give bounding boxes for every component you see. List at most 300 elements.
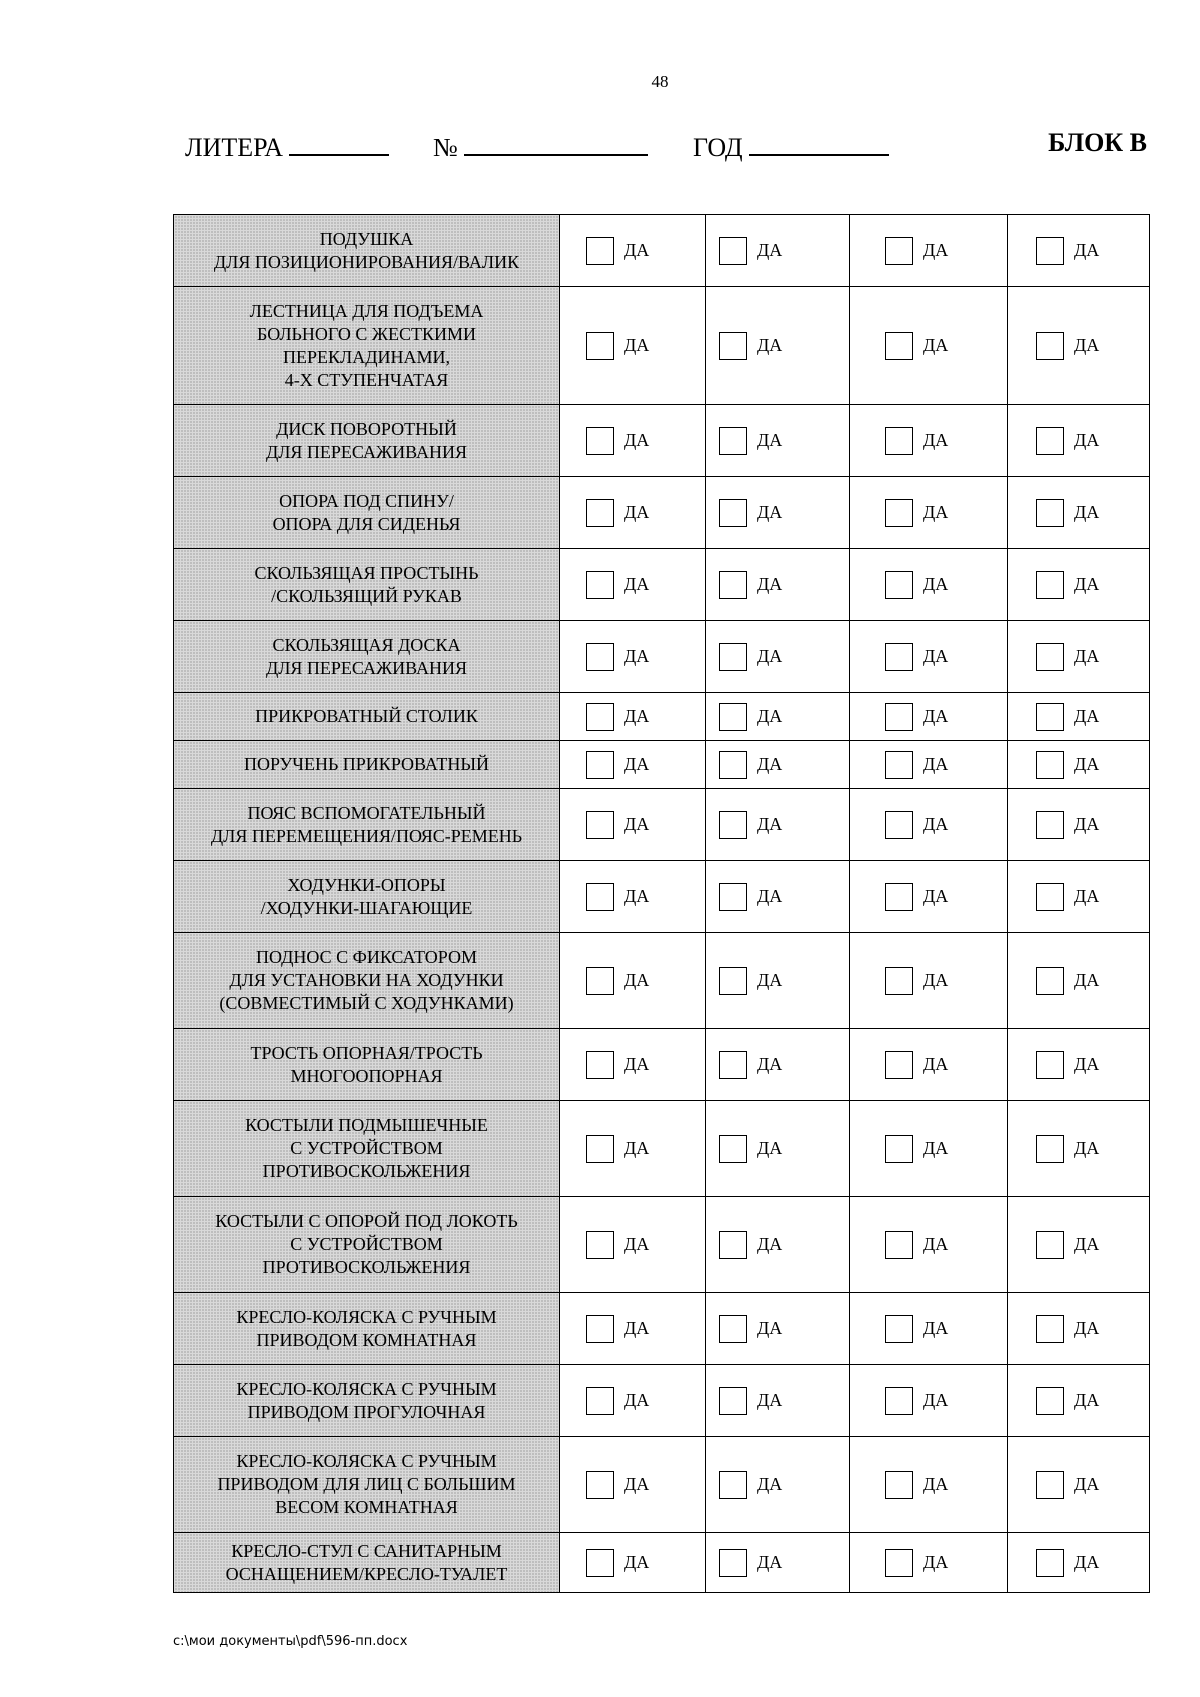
item-name-cell (174, 1533, 560, 1593)
option-wrapper (706, 1387, 849, 1415)
item-name-cell (174, 789, 560, 861)
table-row (174, 477, 1150, 549)
checkbox-label: ДА (757, 1318, 783, 1338)
option-wrapper (850, 1549, 1007, 1577)
checkbox[interactable] (586, 967, 614, 995)
checkbox[interactable] (719, 571, 747, 599)
item-name-line: /ХОДУНКИ-ШАГАЮЩИЕ (260, 897, 473, 918)
option-wrapper (706, 237, 849, 265)
checkbox[interactable] (885, 1135, 913, 1163)
checkbox[interactable] (885, 703, 913, 731)
checkbox-label: ДА (757, 706, 783, 726)
checkbox-label: ДА (624, 240, 650, 260)
checkbox[interactable] (1036, 1549, 1064, 1577)
checkbox[interactable] (719, 643, 747, 671)
checkbox[interactable] (885, 1387, 913, 1415)
option-wrapper (850, 427, 1007, 455)
checkbox[interactable] (1036, 1387, 1064, 1415)
item-name-cell (174, 549, 560, 621)
checkbox[interactable] (1036, 751, 1064, 779)
option-cell-1 (560, 1101, 706, 1197)
checkbox[interactable] (1036, 499, 1064, 527)
item-name-cell (174, 477, 560, 549)
option-wrapper (850, 967, 1007, 995)
option-wrapper (1008, 332, 1149, 360)
checkbox-label: ДА (923, 646, 949, 666)
option-wrapper (560, 499, 705, 527)
option-cell-2 (706, 477, 850, 549)
checkbox[interactable] (719, 499, 747, 527)
checkbox[interactable] (885, 571, 913, 599)
option-cell-3 (850, 1197, 1008, 1293)
checkbox-label: ДА (923, 706, 949, 726)
checkbox-label: ДА (1074, 706, 1100, 726)
option-wrapper (560, 1135, 705, 1163)
option-cell-1 (560, 215, 706, 287)
checkbox-label: ДА (923, 574, 949, 594)
table-row (174, 1293, 1150, 1365)
option-cell-4 (1008, 1533, 1150, 1593)
option-cell-2 (706, 741, 850, 789)
checkbox[interactable] (885, 499, 913, 527)
option-cell-4 (1008, 741, 1150, 789)
option-cell-4 (1008, 1101, 1150, 1197)
checkbox[interactable] (586, 332, 614, 360)
table-row (174, 215, 1150, 287)
option-wrapper (706, 1135, 849, 1163)
checkbox[interactable] (1036, 332, 1064, 360)
checkbox[interactable] (586, 237, 614, 265)
checkbox-label: ДА (757, 502, 783, 522)
checkbox-label: ДА (624, 574, 650, 594)
option-cell-2 (706, 1101, 850, 1197)
checkbox[interactable] (586, 811, 614, 839)
option-wrapper (560, 571, 705, 599)
item-name-line: ПОРУЧЕНЬ ПРИКРОВАТНЫЙ (243, 754, 490, 774)
checkbox[interactable] (885, 1315, 913, 1343)
item-name-line: КРЕСЛО-КОЛЯСКА С РУЧНЫМ (236, 1306, 497, 1327)
item-name-line: КРЕСЛО-СТУЛ С САНИТАРНЫМ (231, 1540, 502, 1561)
option-cell-4 (1008, 215, 1150, 287)
option-wrapper (706, 1315, 849, 1343)
table-row (174, 861, 1150, 933)
option-cell-2 (706, 861, 850, 933)
checkbox-label: ДА (757, 1234, 783, 1254)
checkbox[interactable] (586, 1315, 614, 1343)
item-name-cell (174, 741, 560, 789)
checkbox-label: ДА (1074, 1318, 1100, 1338)
item-name-line: ОСНАЩЕНИЕМ/КРЕСЛО-ТУАЛЕТ (225, 1563, 508, 1584)
form-header (185, 128, 1147, 168)
option-cell-4 (1008, 287, 1150, 405)
item-name-line: ПЕРЕКЛАДИНАМИ, (283, 346, 450, 367)
checkbox-label: ДА (624, 1138, 650, 1158)
checkbox-label: ДА (1074, 240, 1100, 260)
checkbox-label: ДА (1074, 1390, 1100, 1410)
table-row (174, 1365, 1150, 1437)
checkbox[interactable] (719, 332, 747, 360)
item-name-cell (174, 1365, 560, 1437)
checkbox-label: ДА (624, 886, 650, 906)
checkbox[interactable] (586, 751, 614, 779)
option-cell-2 (706, 1293, 850, 1365)
option-wrapper (1008, 883, 1149, 911)
checkbox[interactable] (1036, 237, 1064, 265)
option-cell-4 (1008, 693, 1150, 741)
block-label: БЛОК В (1048, 128, 1147, 157)
checkbox[interactable] (1036, 967, 1064, 995)
number-label: № (433, 133, 458, 162)
item-name-line: МНОГООПОРНАЯ (290, 1065, 443, 1086)
checkbox[interactable] (719, 1135, 747, 1163)
option-wrapper (1008, 811, 1149, 839)
checkbox[interactable] (586, 499, 614, 527)
checkbox-label: ДА (923, 1552, 949, 1572)
checkbox-label: ДА (1074, 814, 1100, 834)
checkbox-label: ДА (757, 1138, 783, 1158)
item-name-line: ДЛЯ ПОЗИЦИОНИРОВАНИЯ/ВАЛИК (213, 251, 520, 272)
checkbox[interactable] (885, 883, 913, 911)
checkbox[interactable] (719, 1231, 747, 1259)
checkbox[interactable] (1036, 1315, 1064, 1343)
option-cell-1 (560, 1365, 706, 1437)
year-input-line[interactable] (749, 128, 889, 156)
option-cell-1 (560, 933, 706, 1029)
option-wrapper (560, 1387, 705, 1415)
option-cell-1 (560, 1533, 706, 1593)
checkbox-label: ДА (624, 502, 650, 522)
checkbox-label: ДА (757, 1552, 783, 1572)
option-wrapper (560, 1051, 705, 1079)
option-cell-1 (560, 549, 706, 621)
option-cell-1 (560, 621, 706, 693)
option-wrapper (850, 1471, 1007, 1499)
item-name-line: 4-Х СТУПЕНЧАТАЯ (284, 369, 449, 390)
item-name-cell (174, 1101, 560, 1197)
item-name-line: ПРОТИВОСКОЛЬЖЕНИЯ (262, 1257, 471, 1277)
checkbox[interactable] (885, 332, 913, 360)
checkbox-label: ДА (923, 886, 949, 906)
option-wrapper (560, 703, 705, 731)
checkbox-label: ДА (624, 335, 650, 355)
option-wrapper (560, 811, 705, 839)
checkbox-label: ДА (923, 1234, 949, 1254)
checkbox[interactable] (1036, 643, 1064, 671)
checkbox-label: ДА (923, 1390, 949, 1410)
checkbox-label: ДА (757, 240, 783, 260)
option-cell-2 (706, 1437, 850, 1533)
option-cell-3 (850, 405, 1008, 477)
checkbox-label: ДА (757, 1390, 783, 1410)
checkbox-label: ДА (1074, 430, 1100, 450)
option-cell-2 (706, 933, 850, 1029)
option-wrapper (560, 643, 705, 671)
option-cell-1 (560, 1293, 706, 1365)
checkbox-label: ДА (624, 1054, 650, 1074)
checkbox-label: ДА (757, 814, 783, 834)
option-wrapper (706, 427, 849, 455)
option-cell-2 (706, 1197, 850, 1293)
checkbox[interactable] (885, 427, 913, 455)
option-cell-3 (850, 287, 1008, 405)
option-cell-1 (560, 477, 706, 549)
checkbox[interactable] (719, 1549, 747, 1577)
option-cell-1 (560, 741, 706, 789)
checkbox-label: ДА (624, 1234, 650, 1254)
item-name-line: КРЕСЛО-КОЛЯСКА С РУЧНЫМ (236, 1378, 497, 1399)
checkbox-label: ДА (923, 1474, 949, 1494)
option-cell-1 (560, 1197, 706, 1293)
checkbox[interactable] (586, 1387, 614, 1415)
equipment-table (173, 214, 1150, 1593)
option-cell-3 (850, 477, 1008, 549)
checkbox-label: ДА (757, 430, 783, 450)
option-wrapper (706, 703, 849, 731)
checkbox[interactable] (1036, 883, 1064, 911)
option-wrapper (850, 1135, 1007, 1163)
checkbox-label: ДА (624, 1390, 650, 1410)
litera-label: ЛИТЕРА (185, 133, 284, 162)
option-wrapper (560, 1549, 705, 1577)
checkbox[interactable] (1036, 811, 1064, 839)
option-wrapper (850, 237, 1007, 265)
item-name-line: ОПОРА ДЛЯ СИДЕНЬЯ (272, 513, 461, 534)
checkbox[interactable] (586, 883, 614, 911)
item-name-line: /СКОЛЬЗЯЩИЙ РУКАВ (271, 585, 462, 606)
checkbox-label: ДА (923, 1054, 949, 1074)
checkbox-label: ДА (624, 706, 650, 726)
checkbox-label: ДА (1074, 335, 1100, 355)
option-cell-3 (850, 933, 1008, 1029)
option-cell-2 (706, 287, 850, 405)
option-wrapper (1008, 237, 1149, 265)
option-wrapper (706, 643, 849, 671)
option-cell-3 (850, 789, 1008, 861)
table-row (174, 1101, 1150, 1197)
item-name-line: ХОДУНКИ-ОПОРЫ (287, 874, 446, 895)
item-name-cell (174, 1029, 560, 1101)
checkbox-label: ДА (1074, 1474, 1100, 1494)
checkbox[interactable] (719, 237, 747, 265)
checkbox[interactable] (885, 1549, 913, 1577)
item-name-cell (174, 287, 560, 405)
option-wrapper (706, 571, 849, 599)
option-cell-1 (560, 693, 706, 741)
checkbox-label: ДА (1074, 502, 1100, 522)
litera-field (185, 128, 389, 163)
checkbox[interactable] (719, 811, 747, 839)
checkbox[interactable] (719, 1315, 747, 1343)
option-cell-1 (560, 861, 706, 933)
checkbox[interactable] (1036, 1051, 1064, 1079)
option-cell-2 (706, 405, 850, 477)
checkbox[interactable] (586, 1135, 614, 1163)
checkbox[interactable] (586, 1231, 614, 1259)
option-wrapper (706, 1231, 849, 1259)
option-cell-4 (1008, 789, 1150, 861)
option-wrapper (560, 427, 705, 455)
checkbox-label: ДА (624, 1474, 650, 1494)
checkbox[interactable] (719, 427, 747, 455)
item-name-line: СКОЛЬЗЯЩАЯ ДОСКА (272, 634, 461, 655)
litera-input-line[interactable] (289, 128, 389, 156)
checkbox-label: ДА (757, 646, 783, 666)
option-cell-3 (850, 693, 1008, 741)
option-cell-2 (706, 621, 850, 693)
checkbox[interactable] (719, 1387, 747, 1415)
checkbox-label: ДА (624, 970, 650, 990)
checkbox-label: ДА (1074, 1552, 1100, 1572)
item-name-line: КОСТЫЛИ ПОДМЫШЕЧНЫЕ (245, 1115, 488, 1135)
option-wrapper (560, 751, 705, 779)
checkbox[interactable] (586, 1549, 614, 1577)
checkbox-label: ДА (757, 335, 783, 355)
checkbox[interactable] (885, 1471, 913, 1499)
option-wrapper (850, 643, 1007, 671)
checkbox-label: ДА (1074, 1138, 1100, 1158)
checkbox[interactable] (1036, 1135, 1064, 1163)
option-wrapper (850, 499, 1007, 527)
option-cell-4 (1008, 1437, 1150, 1533)
option-wrapper (1008, 1315, 1149, 1343)
item-name-line: ДЛЯ УСТАНОВКИ НА ХОДУНКИ (229, 970, 504, 990)
option-wrapper (850, 1231, 1007, 1259)
checkbox[interactable] (1036, 427, 1064, 455)
year-field (693, 128, 889, 163)
option-wrapper (850, 1387, 1007, 1415)
table-row (174, 693, 1150, 741)
item-name-line: ДЛЯ ПЕРЕСАЖИВАНИЯ (265, 657, 468, 678)
option-cell-2 (706, 215, 850, 287)
item-name-line: КОСТЫЛИ С ОПОРОЙ ПОД ЛОКОТЬ (215, 1211, 518, 1231)
item-name-line: БОЛЬНОГО С ЖЕСТКИМИ (257, 323, 476, 344)
option-wrapper (560, 332, 705, 360)
option-wrapper (560, 1231, 705, 1259)
checkbox[interactable] (719, 967, 747, 995)
table-row (174, 1533, 1150, 1593)
option-wrapper (1008, 1051, 1149, 1079)
checkbox[interactable] (885, 1231, 913, 1259)
checkbox[interactable] (586, 643, 614, 671)
option-cell-3 (850, 1293, 1008, 1365)
checkbox[interactable] (885, 967, 913, 995)
option-wrapper (706, 751, 849, 779)
checkbox[interactable] (586, 427, 614, 455)
checkbox-label: ДА (624, 814, 650, 834)
option-cell-4 (1008, 1365, 1150, 1437)
item-name-cell (174, 1437, 560, 1533)
checkbox[interactable] (1036, 571, 1064, 599)
item-name-cell (174, 933, 560, 1029)
option-wrapper (560, 883, 705, 911)
option-cell-4 (1008, 1293, 1150, 1365)
item-name-line: ВЕСОМ КОМНАТНАЯ (275, 1497, 458, 1517)
option-cell-4 (1008, 405, 1150, 477)
option-cell-2 (706, 549, 850, 621)
checkbox-label: ДА (1074, 886, 1100, 906)
checkbox-label: ДА (1074, 1054, 1100, 1074)
checkbox[interactable] (1036, 703, 1064, 731)
checkbox-label: ДА (757, 886, 783, 906)
option-wrapper (1008, 571, 1149, 599)
checkbox-label: ДА (1074, 754, 1100, 774)
option-wrapper (850, 883, 1007, 911)
checkbox[interactable] (586, 1471, 614, 1499)
option-cell-3 (850, 1365, 1008, 1437)
option-wrapper (850, 571, 1007, 599)
item-name-line: КРЕСЛО-КОЛЯСКА С РУЧНЫМ (236, 1451, 497, 1471)
checkbox[interactable] (1036, 1231, 1064, 1259)
checkbox[interactable] (719, 703, 747, 731)
checkbox-label: ДА (923, 970, 949, 990)
option-cell-3 (850, 1029, 1008, 1101)
item-name-line: С УСТРОЙСТВОМ (290, 1234, 443, 1254)
option-wrapper (850, 1315, 1007, 1343)
checkbox-label: ДА (923, 1138, 949, 1158)
checkbox[interactable] (885, 643, 913, 671)
option-cell-4 (1008, 933, 1150, 1029)
option-wrapper (850, 751, 1007, 779)
checkbox-label: ДА (1074, 646, 1100, 666)
option-wrapper (706, 811, 849, 839)
option-wrapper (560, 1315, 705, 1343)
checkbox[interactable] (719, 883, 747, 911)
option-wrapper (706, 332, 849, 360)
item-name-cell (174, 215, 560, 287)
table-row (174, 789, 1150, 861)
checkbox[interactable] (885, 237, 913, 265)
number-input-line[interactable] (464, 128, 648, 156)
option-wrapper (1008, 1135, 1149, 1163)
item-name-line: ДИСК ПОВОРОТНЫЙ (276, 418, 457, 439)
item-name-line: ПРИВОДОМ КОМНАТНАЯ (256, 1329, 477, 1350)
checkbox-label: ДА (923, 814, 949, 834)
item-name-line: ПРИВОДОМ ПРОГУЛОЧНАЯ (247, 1401, 486, 1422)
checkbox-label: ДА (757, 970, 783, 990)
option-wrapper (850, 1051, 1007, 1079)
table-row (174, 1029, 1150, 1101)
option-wrapper (706, 1051, 849, 1079)
item-name-cell (174, 861, 560, 933)
checkbox[interactable] (885, 751, 913, 779)
checkbox-label: ДА (624, 1318, 650, 1338)
option-cell-3 (850, 1533, 1008, 1593)
checkbox[interactable] (719, 1471, 747, 1499)
option-cell-4 (1008, 1197, 1150, 1293)
checkbox-label: ДА (624, 646, 650, 666)
checkbox-label: ДА (923, 335, 949, 355)
checkbox[interactable] (586, 1051, 614, 1079)
checkbox[interactable] (719, 751, 747, 779)
option-wrapper (850, 811, 1007, 839)
item-name-line: ОПОРА ПОД СПИНУ/ (279, 490, 454, 511)
option-wrapper (706, 1471, 849, 1499)
checkbox[interactable] (586, 703, 614, 731)
option-cell-1 (560, 1437, 706, 1533)
option-cell-4 (1008, 1029, 1150, 1101)
option-wrapper (850, 332, 1007, 360)
checkbox[interactable] (586, 571, 614, 599)
checkbox[interactable] (885, 1051, 913, 1079)
checkbox[interactable] (885, 811, 913, 839)
checkbox[interactable] (1036, 1471, 1064, 1499)
item-name-line: (СОВМЕСТИМЫЙ С ХОДУНКАМИ) (219, 993, 514, 1013)
checkbox[interactable] (719, 1051, 747, 1079)
option-wrapper (1008, 1549, 1149, 1577)
option-cell-4 (1008, 549, 1150, 621)
checkbox-label: ДА (757, 754, 783, 774)
checkbox-label: ДА (1074, 574, 1100, 594)
